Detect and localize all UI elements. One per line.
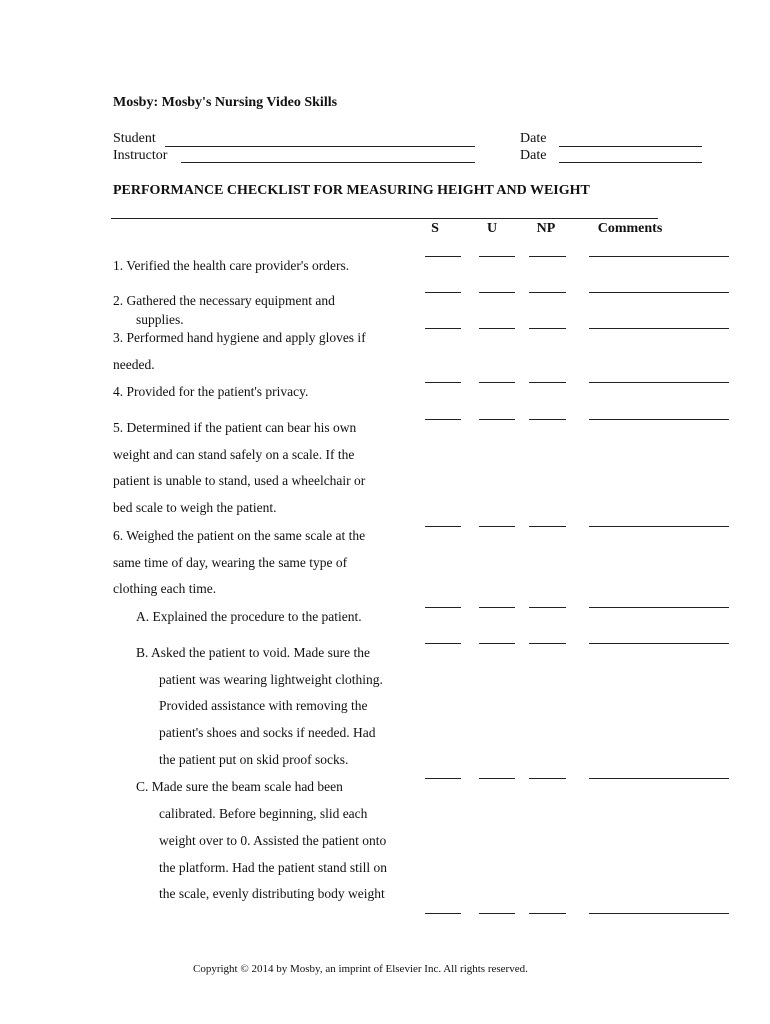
u-blank[interactable] — [479, 256, 515, 257]
item-line: calibrated. Before beginning, slid each — [159, 806, 368, 821]
instructor-label: Instructor — [113, 148, 168, 163]
comments-blank[interactable] — [589, 643, 729, 644]
s-blank[interactable] — [425, 382, 461, 383]
u-blank[interactable] — [479, 778, 515, 779]
np-blank[interactable] — [529, 526, 566, 527]
column-s-header: S — [431, 221, 439, 236]
u-blank[interactable] — [479, 607, 515, 608]
date-field-1[interactable] — [559, 146, 702, 147]
s-blank[interactable] — [425, 607, 461, 608]
s-blank[interactable] — [425, 913, 461, 914]
np-blank[interactable] — [529, 328, 566, 329]
item-line: A. Explained the procedure to the patient. — [136, 609, 362, 624]
u-blank[interactable] — [479, 382, 515, 383]
s-blank[interactable] — [425, 419, 461, 420]
s-blank[interactable] — [425, 292, 461, 293]
s-blank[interactable] — [425, 643, 461, 644]
comments-blank[interactable] — [589, 419, 729, 420]
u-blank[interactable] — [479, 419, 515, 420]
comments-blank[interactable] — [589, 382, 729, 383]
item-line: 2. Gathered the necessary equipment and — [113, 293, 335, 308]
item-line: C. Made sure the beam scale had been — [136, 779, 343, 794]
item-line: the platform. Had the patient stand still on — [159, 860, 387, 875]
date-label-2: Date — [520, 148, 547, 163]
comments-blank[interactable] — [589, 328, 729, 329]
item-line: 4. Provided for the patient's privacy. — [113, 384, 309, 399]
student-label: Student — [113, 131, 156, 146]
item-line: patient is unable to stand, used a wheelchair or — [113, 473, 366, 488]
instructor-field[interactable] — [181, 162, 475, 163]
s-blank[interactable] — [425, 526, 461, 527]
column-np-header: NP — [536, 221, 556, 236]
item-line: 3. Performed hand hygiene and apply gloves if — [113, 330, 366, 345]
np-blank[interactable] — [529, 643, 566, 644]
comments-blank[interactable] — [589, 913, 729, 914]
copyright-footer: Copyright © 2014 by Mosby, an imprint of Elsevier Inc. All rights reserved. — [193, 963, 528, 975]
item-line: patient was wearing lightweight clothing. — [159, 672, 383, 687]
item-line: 5. Determined if the patient can bear his own — [113, 420, 357, 435]
item-line: needed. — [113, 357, 155, 372]
np-blank[interactable] — [529, 419, 566, 420]
u-blank[interactable] — [479, 328, 515, 329]
student-field[interactable] — [165, 146, 475, 147]
item-line: weight and can stand safely on a scale. If the — [113, 447, 355, 462]
u-blank[interactable] — [479, 643, 515, 644]
np-blank[interactable] — [529, 913, 566, 914]
date-label-1: Date — [520, 131, 547, 146]
u-blank[interactable] — [479, 913, 515, 914]
comments-blank[interactable] — [589, 526, 729, 527]
document-title: Mosby: Mosby's Nursing Video Skills — [113, 95, 338, 110]
item-line: Provided assistance with removing the — [159, 698, 368, 713]
item-line: weight over to 0. Assisted the patient onto — [159, 833, 387, 848]
item-line: B. Asked the patient to void. Made sure the — [136, 645, 370, 660]
s-blank[interactable] — [425, 328, 461, 329]
np-blank[interactable] — [529, 778, 566, 779]
item-line: patient's shoes and socks if needed. Had — [159, 725, 376, 740]
item-line: bed scale to weigh the patient. — [113, 500, 277, 515]
item-line: clothing each time. — [113, 581, 217, 596]
comments-blank[interactable] — [589, 607, 729, 608]
np-blank[interactable] — [529, 607, 566, 608]
comments-blank[interactable] — [589, 292, 729, 293]
s-blank[interactable] — [425, 256, 461, 257]
item-line: same time of day, wearing the same type of — [113, 555, 348, 570]
comments-blank[interactable] — [589, 256, 729, 257]
item-line: the patient put on skid proof socks. — [159, 752, 349, 767]
item-line: the scale, evenly distributing body weight — [159, 886, 385, 901]
np-blank[interactable] — [529, 382, 566, 383]
s-blank[interactable] — [425, 778, 461, 779]
u-blank[interactable] — [479, 292, 515, 293]
checklist-heading: PERFORMANCE CHECKLIST FOR MEASURING HEIGHT AND WEIGHT — [113, 183, 590, 198]
u-blank[interactable] — [479, 526, 515, 527]
date-field-2[interactable] — [559, 162, 702, 163]
column-comments-header: Comments — [597, 221, 663, 236]
item-line: supplies. — [136, 312, 184, 327]
comments-blank[interactable] — [589, 778, 729, 779]
item-line: 6. Weighed the patient on the same scale at the — [113, 528, 366, 543]
heading-rule — [111, 218, 658, 219]
column-u-header: U — [486, 221, 498, 236]
np-blank[interactable] — [529, 256, 566, 257]
item-line: 1. Verified the health care provider's orders. — [113, 258, 350, 273]
np-blank[interactable] — [529, 292, 566, 293]
